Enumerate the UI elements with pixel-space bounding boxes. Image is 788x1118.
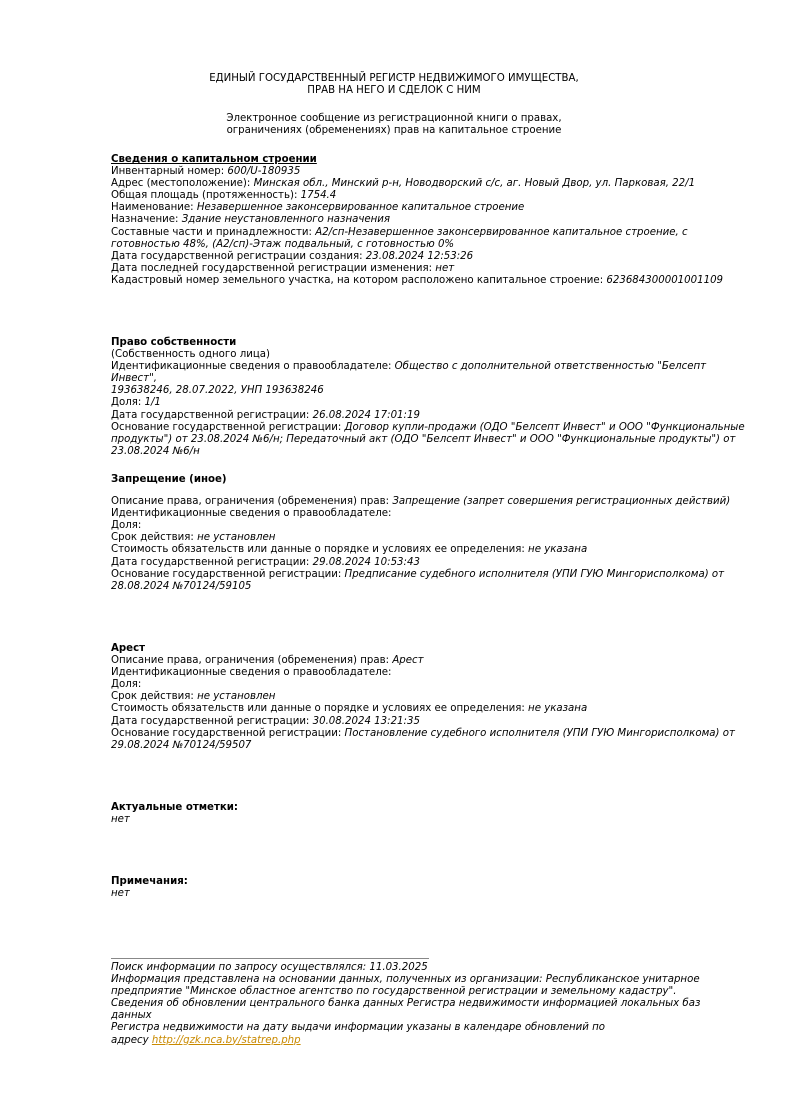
footer-line-4: Сведения об обновлении центрального банка данных Регистра недвижимости информацией локальных баз данных: [111, 998, 701, 1022]
ownership-holder-row: Идентификационные сведения о правообладателе: Общество с дополнительной ответственностью "Белсепт Инвест",: [111, 361, 707, 385]
ownership-basis-cont: продукты") от 23.08.2024 №6/н; Передаточный акт (ОДО "Белсепт Инвест" и ООО "Функциональные продукты") от: [111, 433, 736, 445]
footer: [111, 962, 731, 1047]
ownership-heading: Право собственности: [111, 337, 237, 348]
arrest-section: [111, 643, 751, 752]
footer-line-3: предприятие "Минское областное агентство по государственной регистрации и земельному кадастру".: [111, 986, 677, 998]
building-heading: Сведения о капитальном строении: [111, 154, 317, 165]
subtitle-line-1: Электронное сообщение из регистрационной книги о правах,: [226, 113, 562, 124]
footer-line-2: Информация представлена на основании данных, полученных из организации: Республиканское унитарное: [111, 974, 700, 986]
arrest-term-row: Срок действия: не установлен: [111, 691, 276, 703]
building-section: [111, 154, 751, 287]
arrest-cost-row: Стоимость обязательств или данные о порядке и условиях ее определения: не указана: [111, 703, 588, 715]
arrest-heading: Арест: [111, 643, 146, 654]
marks-value: нет: [111, 814, 130, 826]
marks-heading: Актуальные отметки:: [111, 802, 239, 813]
title-line-2: ПРАВ НА НЕГО И СДЕЛОК С НИМ: [307, 85, 481, 97]
marks-section: [111, 802, 751, 826]
prohibition-section: [111, 474, 751, 593]
prohibition-holder-row: Идентификационные сведения о правообладателе:: [111, 508, 392, 520]
prohibition-cost-row: Стоимость обязательств или данные о порядке и условиях ее определения: не указана: [111, 544, 588, 556]
arrest-basis-cont: 29.08.2024 №70124/59507: [111, 739, 252, 751]
prohibition-term-row: Срок действия: не установлен: [111, 532, 276, 544]
ownership-basis-row: Основание государственной регистрации: Договор купли-продажи (ОДО "Белсепт Инвест" и ООО "Функциональные: [111, 421, 745, 433]
name-row: Наименование: Незавершенное законсервированное капитальное строение: [111, 202, 525, 214]
subtitle-line-2: ограничениях (обременениях) прав на капитальное строение: [226, 125, 562, 137]
arrest-basis-row: Основание государственной регистрации: Постановление судебного исполнителя (УПИ ГУЮ Мингорисполкома) от: [111, 727, 735, 739]
ownership-basis-cont-2: 23.08.2024 №6/н: [111, 445, 200, 457]
footer-line-6: адресу http://gzk.nca.by/statrep.php: [111, 1034, 301, 1046]
prohibition-spacer: [111, 486, 751, 496]
last-change-row: Дата последней государственной регистрации изменения: нет: [111, 262, 455, 274]
prohibition-desc-row: Описание права, ограничения (обременения) прав: Запрещение (запрет совершения регистрационных действий): [111, 496, 731, 508]
prohibition-basis-row: Основание государственной регистрации: Предписание судебного исполнителя (УПИ ГУЮ Мингорисполкома) от: [111, 568, 725, 580]
parts-row: Составные части и принадлежности: А2/сп-Незавершенное законсервированное капитальное строение, с: [111, 226, 688, 238]
footer-divider: [111, 958, 429, 959]
prohibition-heading: Запрещение (иное): [111, 474, 227, 485]
arrest-desc-row: Описание права, ограничения (обременения) прав: Арест: [111, 655, 424, 667]
ownership-holder-cont: 193638246, 28.07.2022, УНП 193638246: [111, 385, 324, 397]
statrep-link[interactable]: http://gzk.nca.by/statrep.php: [151, 1034, 301, 1046]
inventory-row: Инвентарный номер: 600/U-180935: [111, 166, 301, 178]
footer-line-1: Поиск информации по запросу осуществлялся: 11.03.2025: [111, 962, 428, 973]
notes-value: нет: [111, 888, 130, 900]
created-row: Дата государственной регистрации создания: 23.08.2024 12:53:26: [111, 250, 474, 262]
address-row: Адрес (местоположение): Минская обл., Минский р-н, Новодворский с/с, аг. Новый Двор, ул. Парковая, 22/1: [111, 178, 696, 190]
prohibition-share-row: Доля:: [111, 520, 142, 532]
area-row: Общая площадь (протяженность): 1754.4: [111, 190, 337, 202]
document-title: [0, 73, 788, 97]
arrest-reg-date-row: Дата государственной регистрации: 30.08.2024 13:21:35: [111, 715, 420, 727]
arrest-holder-row: Идентификационные сведения о правообладателе:: [111, 667, 392, 679]
purpose-row: Назначение: Здание неустановленного назначения: [111, 214, 391, 226]
prohibition-basis-cont: 28.08.2024 №70124/59105: [111, 580, 252, 592]
cadastral-row: Кадастровый номер земельного участка, на котором расположено капитальное строение: 623684300001001109: [111, 274, 724, 286]
ownership-type: (Собственность одного лица): [111, 349, 271, 361]
notes-section: [111, 876, 751, 900]
ownership-section: [111, 337, 751, 458]
prohibition-reg-date-row: Дата государственной регистрации: 29.08.2024 10:53:43: [111, 556, 420, 568]
footer-line-5: Регистра недвижимости на дату выдачи информации указаны в календаре обновлений по: [111, 1022, 606, 1034]
ownership-reg-date-row: Дата государственной регистрации: 26.08.2024 17:01:19: [111, 409, 420, 421]
notes-heading: Примечания:: [111, 876, 188, 887]
ownership-share-row: Доля: 1/1: [111, 397, 161, 409]
title-line-1: ЕДИНЫЙ ГОСУДАРСТВЕННЫЙ РЕГИСТР НЕДВИЖИМОГО ИМУЩЕСТВА,: [209, 73, 579, 84]
parts-row-cont: готовностью 48%, (А2/сп)-Этаж подвальный, с готовностью 0%: [111, 238, 455, 250]
arrest-share-row: Доля:: [111, 679, 142, 691]
document-subtitle: [0, 113, 788, 137]
